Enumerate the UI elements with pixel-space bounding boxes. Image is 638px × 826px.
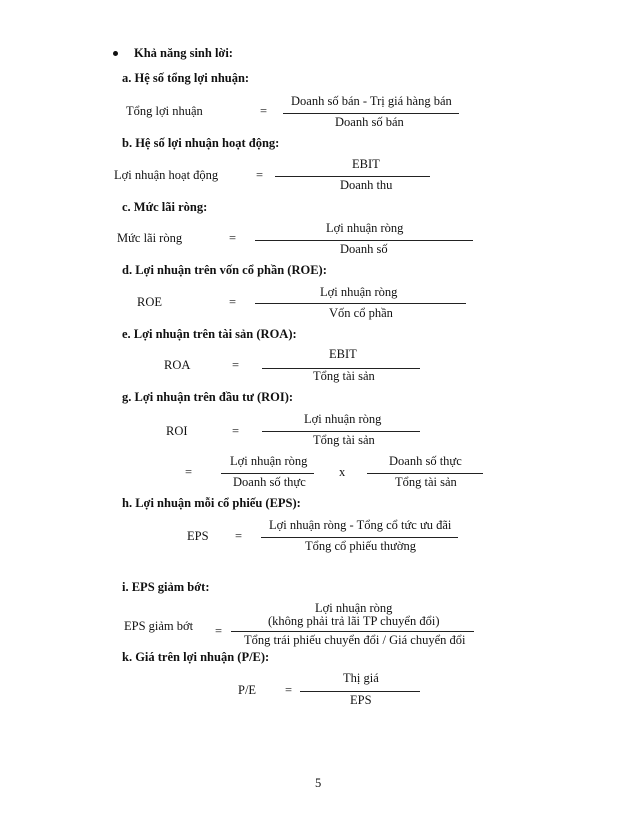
formula-d-title: d. Lợi nhuận trên vốn cổ phần (ROE): xyxy=(122,263,327,277)
formula-i-denominator: Tổng trái phiếu chuyển đổi / Giá chuyển đổi xyxy=(244,633,466,647)
formula-a-title: a. Hệ số tổng lợi nhuận: xyxy=(122,71,250,85)
formula-e-denominator: Tổng tài sản xyxy=(313,369,375,383)
formula-i-title: i. EPS giảm bớt: xyxy=(122,580,210,594)
formula-h-title: h. Lợi nhuận mỗi cổ phiếu (EPS): xyxy=(122,496,301,510)
formula-g-expansion-equals: = xyxy=(185,465,193,479)
formula-g-title: g. Lợi nhuận trên đầu tư (ROI): xyxy=(122,390,294,404)
formula-g-fraction-bar-1 xyxy=(221,473,314,474)
formula-d-fraction-bar xyxy=(255,303,466,304)
formula-g-numerator-2: Doanh số thực xyxy=(389,454,462,468)
formula-i-numerator-line-2: (không phải trả lãi TP chuyển đổi) xyxy=(268,614,440,628)
formula-b-numerator: EBIT xyxy=(352,157,380,171)
formula-a-denominator: Doanh số bán xyxy=(335,115,404,129)
formula-k-title: k. Giá trên lợi nhuận (P/E): xyxy=(122,650,270,664)
page-number: 5 xyxy=(315,776,322,790)
formula-e-lhs: ROA xyxy=(164,358,191,372)
formula-g-fraction-bar xyxy=(262,431,420,432)
formula-g-times: x xyxy=(339,465,346,479)
formula-h-denominator: Tổng cổ phiếu thường xyxy=(305,539,416,553)
formula-h-lhs: EPS xyxy=(187,529,209,543)
formula-g-lhs: ROI xyxy=(166,424,188,438)
bullet-icon xyxy=(113,51,118,56)
formula-d-lhs: ROE xyxy=(137,295,162,309)
formula-e-equals: = xyxy=(232,358,240,372)
formula-g-fraction-bar-2 xyxy=(367,473,483,474)
formula-c-denominator: Doanh số xyxy=(340,242,388,256)
formula-c-title: c. Mức lãi ròng: xyxy=(122,200,208,214)
formula-g-denominator: Tổng tài sản xyxy=(313,433,375,447)
formula-b-title: b. Hệ số lợi nhuận hoạt động: xyxy=(122,136,280,150)
formula-k-denominator: EPS xyxy=(350,693,372,707)
formula-h-equals: = xyxy=(235,529,243,543)
formula-c-fraction-bar xyxy=(255,240,473,241)
formula-h-numerator: Lợi nhuận ròng - Tổng cổ tức ưu đãi xyxy=(269,518,452,532)
formula-e-numerator: EBIT xyxy=(329,347,357,361)
formula-c-equals: = xyxy=(229,231,237,245)
formula-b-fraction-bar xyxy=(275,176,430,177)
formula-k-lhs: P/E xyxy=(238,683,257,697)
formula-g-numerator-1: Lợi nhuận ròng xyxy=(230,454,308,468)
formula-i-equals: = xyxy=(215,624,223,638)
formula-b-lhs: Lợi nhuận hoạt động xyxy=(114,168,219,182)
formula-e-title: e. Lợi nhuận trên tài sản (ROA): xyxy=(122,327,297,341)
formula-c-numerator: Lợi nhuận ròng xyxy=(326,221,404,235)
formula-k-numerator: Thị giá xyxy=(343,671,379,685)
formula-g-denominator-2: Tổng tài sản xyxy=(395,475,457,489)
section-heading: Khả năng sinh lời: xyxy=(134,46,233,60)
formula-k-equals: = xyxy=(285,683,293,697)
formula-d-equals: = xyxy=(229,295,237,309)
formula-d-numerator: Lợi nhuận ròng xyxy=(320,285,398,299)
formula-i-fraction-bar xyxy=(231,631,474,632)
formula-c-lhs: Mức lãi ròng xyxy=(117,231,183,245)
formula-i-numerator-line-1: Lợi nhuận ròng xyxy=(315,601,393,615)
formula-a-numerator: Doanh số bán - Trị giá hàng bán xyxy=(291,94,452,108)
formula-k-fraction-bar xyxy=(300,691,420,692)
formula-g-denominator-1: Doanh số thực xyxy=(233,475,306,489)
formula-i-lhs: EPS giảm bớt xyxy=(124,619,194,633)
formula-a-fraction-bar xyxy=(283,113,459,114)
formula-g-equals: = xyxy=(232,424,240,438)
formula-h-fraction-bar xyxy=(261,537,458,538)
formula-a-lhs: Tổng lợi nhuận xyxy=(126,104,203,118)
formula-b-denominator: Doanh thu xyxy=(340,178,393,192)
formula-a-equals: = xyxy=(260,104,268,118)
formula-d-denominator: Vốn cổ phần xyxy=(329,306,393,320)
formula-b-equals: = xyxy=(256,168,264,182)
formula-g-numerator: Lợi nhuận ròng xyxy=(304,412,382,426)
